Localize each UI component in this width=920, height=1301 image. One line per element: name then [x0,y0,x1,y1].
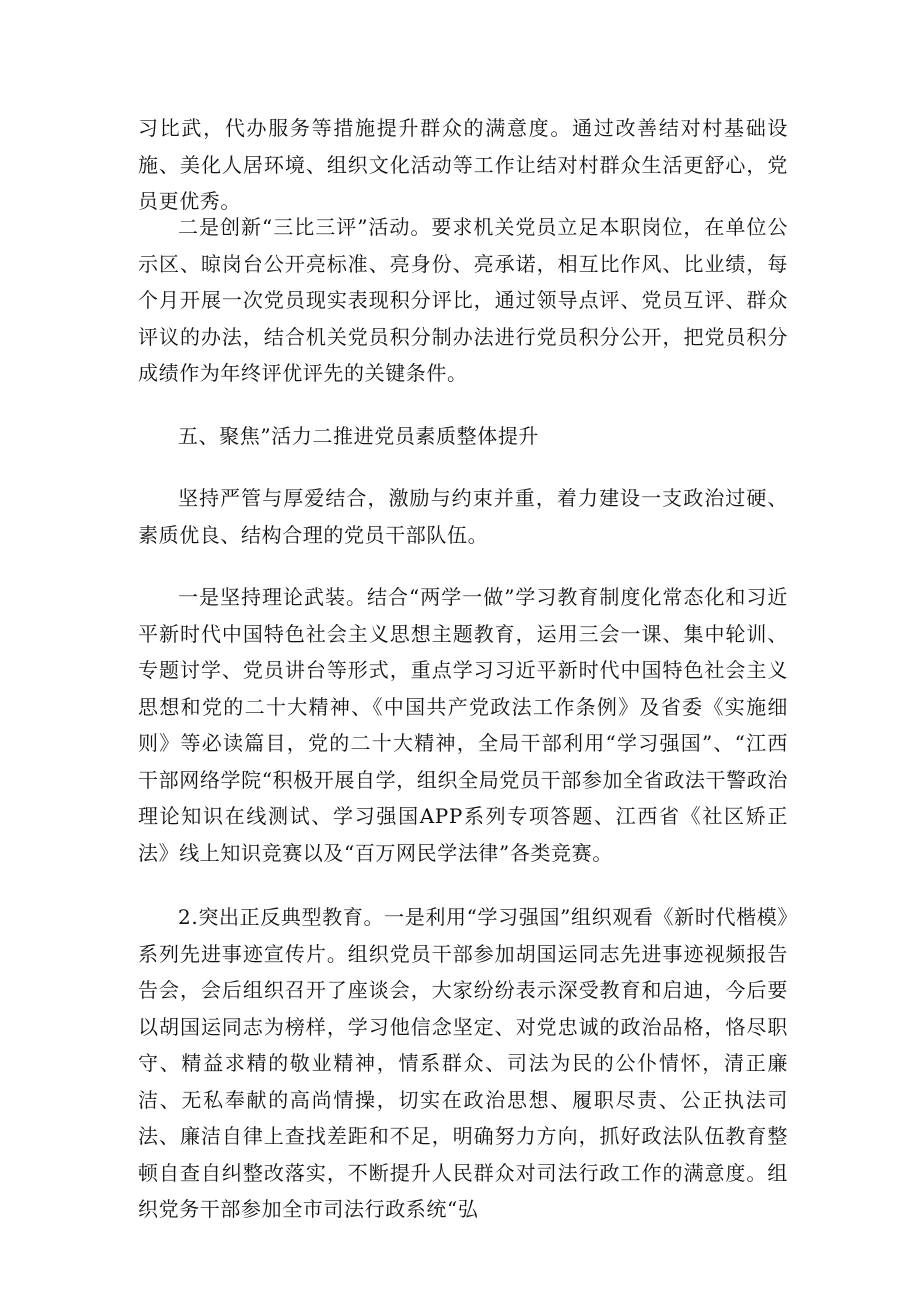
paragraph-continuation: 习比武，代办服务等措施提升群众的满意度。通过改善结对村基础设施、美化人居环境、组织文化活动等工作让结对村群众生活更舒心，党员更优秀。 [138,116,788,213]
paragraph-intro: 坚持严管与厚爱结合，激励与约束并重，着力建设一支政治过硬、素质优良、结构合理的党员干部队伍。 [138,486,788,547]
paragraph-three-compare-three-evaluate: 二是创新“三比三评”活动。要求机关党员立足本职岗位，在单位公示区、晾岗台公开亮标准、亮身份、亮承诺，相互比作风、比业绩，每个月开展一次党员现实表现积分评比，通过领导点评、党员互评、群众评议的办法，结合机关党员积分制办法进行党员积分公开，把党员积分成绩作为年终评优评先的关键条件。 [138,215,788,385]
paragraph-typical-education: 2.突出正反典型教育。一是利用“学习强国”组织观看《新时代楷模》系列先进事迹宣传片。组织党员干部参加胡国运同志先进事迹视频报告告会，会后组织召开了座谈会，大家纷纷表示深受教育和启迪，今后要以胡国运同志为榜样，学习他信念坚定、对党忠诚的政治品格，恪尽职守、精益求精的敬业精神，情系群众、司法为民的公仆情怀，清正廉洁、无私奉献的高尚情操，切实在政治思想、履职尽责、公正执法司法、廉洁自律上查找差距和不足，明确努力方向，抓好政法队伍教育整顿自查自纠整改落实，不断提升人民群众对司法行政工作的满意度。组织党务干部参加全市司法行政系统“弘 [138,905,788,1221]
paragraph-theory-study: 一是坚持理论武装。结合“两学一做”学习教育制度化常态化和习近平新时代中国特色社会主义思想主题教育，运用三会一课、集中轮训、专题讨学、党员讲台等形式，重点学习习近平新时代中国特色社会主义思想和党的二十大精神、《中国共产党政法工作条例》及省委《实施细则》等必读篇目，党的二十大精神，全局干部利用“学习强国”、“江西干部网络学院“积极开展自学，组织全局党员干部参加全省政法干警政治理论知识在线测试、学习强国APP系列专项答题、江西省《社区矫正法》线上知识竞赛以及“百万网民学法律”各类竞赛。 [138,585,788,865]
section-heading: 五、聚焦”活力二推进党员素质整体提升 [178,424,540,448]
